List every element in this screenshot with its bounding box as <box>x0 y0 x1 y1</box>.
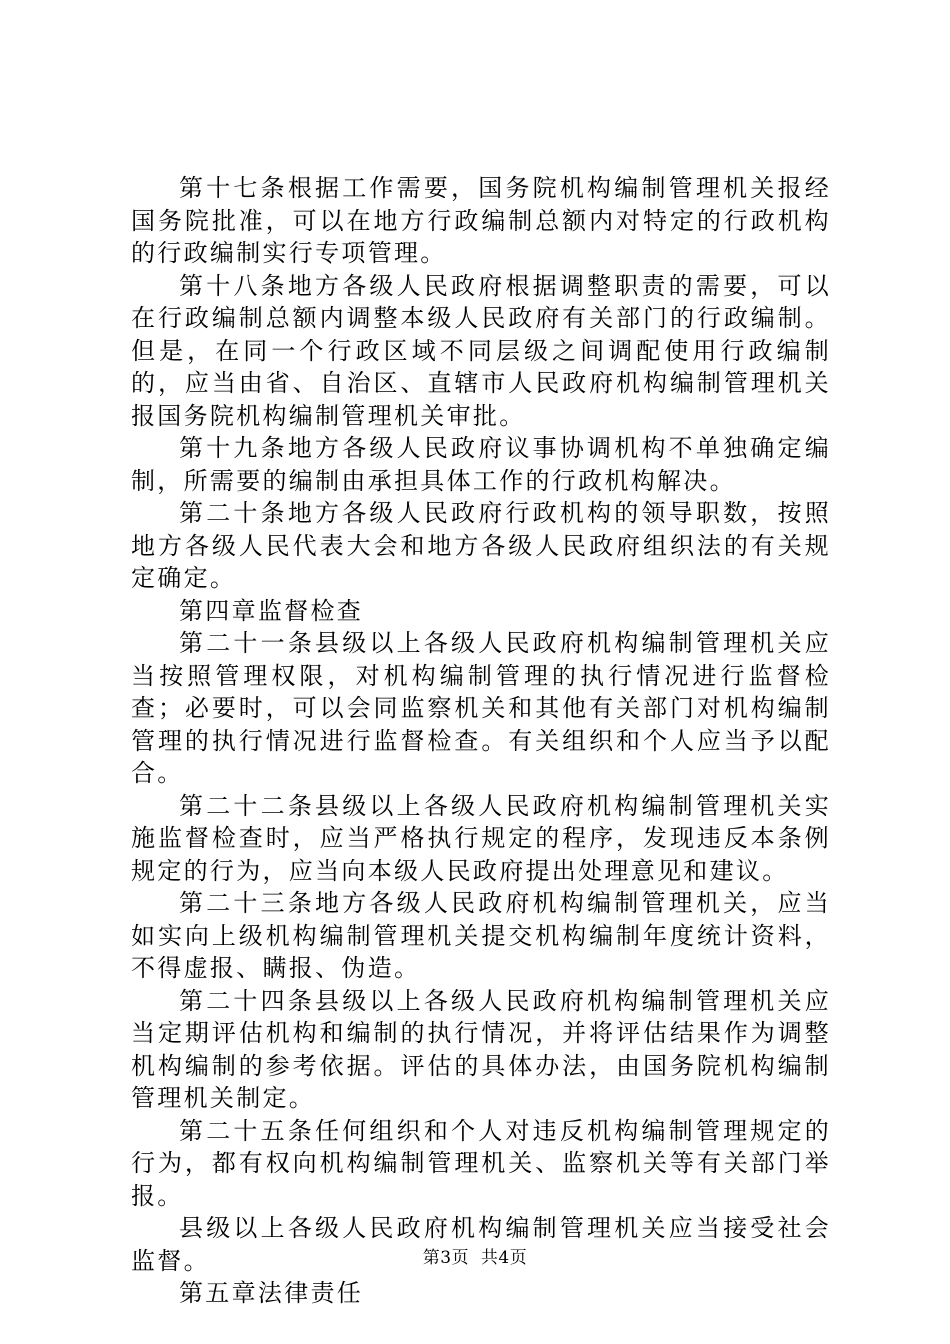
paragraph-article-23: 第二十三条地方各级人民政府机构编制管理机关，应当如实向上级机构编制管理机关提交机构编制年度统计资料，不得虚报、瞒报、伪造。 <box>131 889 831 982</box>
paragraph-article-25: 第二十五条任何组织和个人对违反机构编制管理规定的行为，都有权向机构编制管理机关、监察机关等有关部门举报。 <box>131 1116 831 1210</box>
document-body <box>131 172 831 1310</box>
paragraph-article-22: 第二十二条县级以上各级人民政府机构编制管理机关实施监督检查时，应当严格执行规定的程序，发现违反本条例规定的行为，应当向本级人民政府提出处理意见和建议。 <box>131 791 831 885</box>
paragraph-article-25-cont: 县级以上各级人民政府机构编制管理机关应当接受社会监督。 <box>131 1214 831 1275</box>
chapter-heading-5: 第五章法律责任 <box>179 1279 364 1307</box>
paragraph-article-24: 第二十四条县级以上各级人民政府机构编制管理机关应当定期评估机构和编制的执行情况，并将评估结果作为调整机构编制的参考依据。评估的具体办法，由国务院机构编制管理机关制定。 <box>131 986 831 1112</box>
page-footer <box>0 1243 950 1268</box>
paragraph-article-18: 第十八条地方各级人民政府根据调整职责的需要，可以在行政编制总额内调整本级人民政府有关部门的行政编制。但是，在同一个行政区域不同层级之间调配使用行政编制的，应当由省、自治区、直辖市人民政府机构编制管理机关报国务院机构编制管理机关审批。 <box>131 271 831 430</box>
chapter-heading-4: 第四章监督检查 <box>179 596 364 625</box>
paragraph-article-19: 第十九条地方各级人民政府议事协调机构不单独确定编制，所需要的编制由承担具体工作的行政机构解决。 <box>131 434 831 495</box>
page-number-label: 第3页 共4页 <box>422 1248 528 1268</box>
paragraph-article-17: 第十七条根据工作需要，国务院机构编制管理机关报经国务院批准，可以在地方行政编制总额内对特定的行政机构的行政编制实行专项管理。 <box>131 174 831 267</box>
paragraph-article-21: 第二十一条县级以上各级人民政府机构编制管理机关应当按照管理权限，对机构编制管理的执行情况进行监督检查；必要时，可以会同监察机关和其他有关部门对机构编制管理的执行情况进行监督检查。有关组织和个人应当予以配合。 <box>131 629 831 787</box>
paragraph-article-20: 第二十条地方各级人民政府行政机构的领导职数，按照地方各级人民代表大会和地方各级人民政府组织法的有关规定确定。 <box>131 499 831 592</box>
